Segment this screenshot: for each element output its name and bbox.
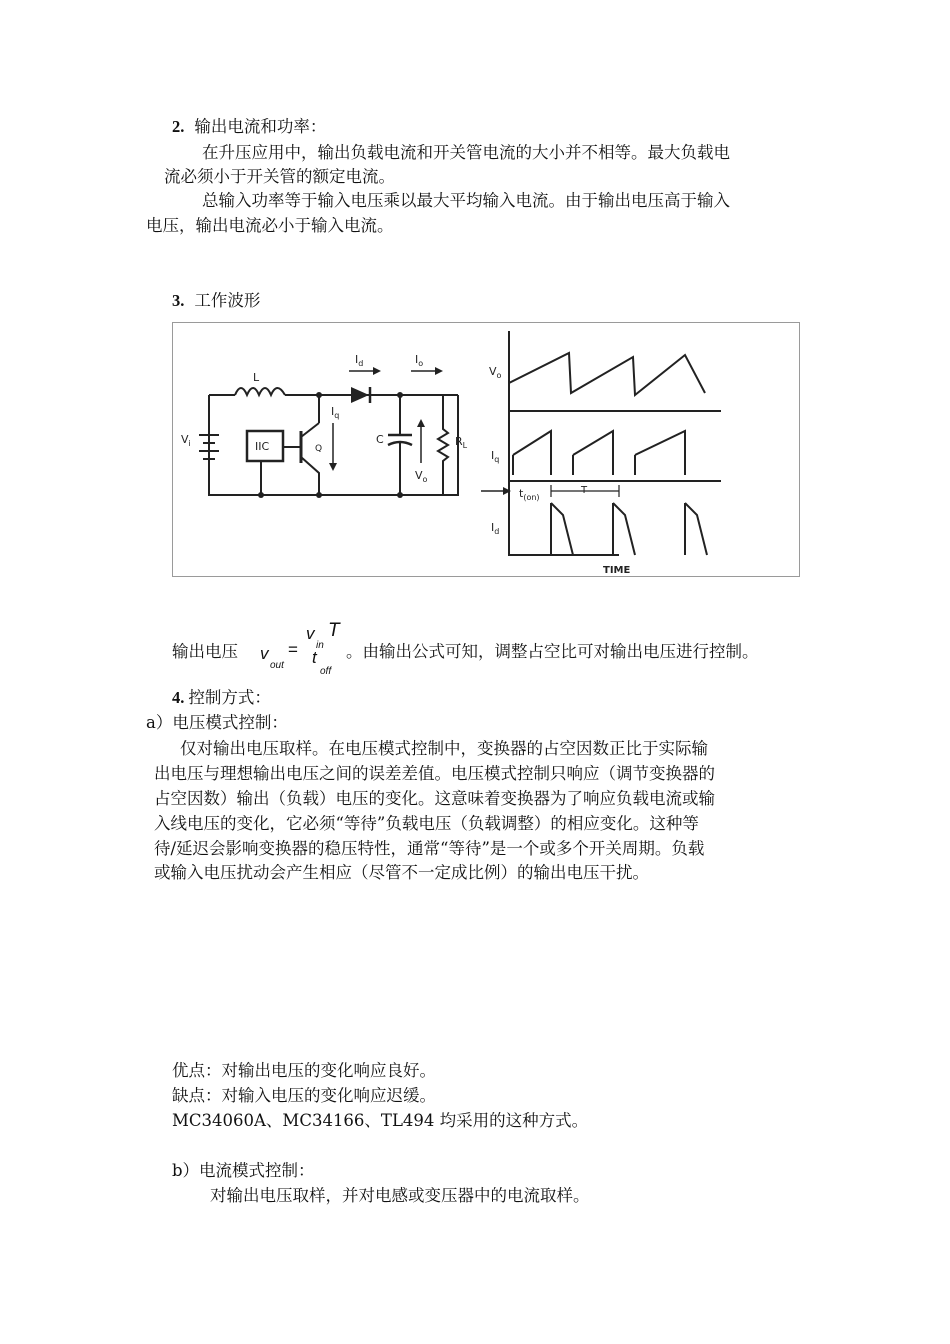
time-axis-label: TIME [603,565,631,576]
node-dot [397,392,403,398]
resistor-symbol [438,395,448,495]
section-title: 控制方式： [188,688,271,707]
formula-lhs-v: v [260,644,269,663]
wave-label-period: T [581,485,588,496]
subsection-a-heading: a）电压模式控制： [146,713,288,732]
paragraph-line: 总输入功率等于输入电压乘以最大平均输入电流。由于输出电压高于输入 [202,191,730,210]
formula-suffix: 。由输出公式可知，调整占空比可对输出电压进行控制。 [346,642,759,661]
inductor-symbol [235,388,285,395]
pros-line: 优点：对输出电压的变化响应良好。 [172,1061,436,1080]
wave-label-ton: $t_{(on)}$ [519,487,540,502]
id-waveform [551,503,707,555]
formula-num-sub: in [316,640,324,651]
label-q: Q [315,444,323,454]
cons-line: 缺点：对输入电压的变化响应迟缓。 [172,1086,436,1105]
arrowhead [435,367,443,375]
wave-label-id: $I_d$ [491,521,500,536]
formula-lhs-sub: out [270,660,284,671]
section-title: 输出电流和功率： [194,117,327,136]
section-number: 2. [172,117,185,136]
figure-drawing [173,323,801,578]
transistor-emitter [301,457,319,495]
paragraph-line: 占空因数）输出（负载）电压的变化。这意味着变换器为了响应负载电流或输 [154,789,715,808]
boost-converter-figure [172,322,800,577]
label-vo: $V_o$ [415,469,428,484]
formula-den-t: t [312,648,317,667]
formula-num-v: v [306,624,315,643]
node-dot [316,492,322,498]
section-title: 工作波形 [194,291,261,310]
formula-equals: = [288,640,298,659]
paragraph-line: 或输入电压扰动会产生相应（尽管不一定成比例）的输出电压干扰。 [154,863,649,882]
section-2-heading [172,116,326,138]
arrowhead [417,419,425,427]
node-dot [316,392,322,398]
label-inductor: L [253,371,260,384]
formula-num-T: T [328,620,340,641]
transistor-collector [301,423,319,437]
iq-waveform [513,431,685,475]
vo-waveform [509,353,705,395]
paragraph-line: 待/延迟会影响变换器的稳压特性，通常“等待”是一个或多个开关周期。负载 [154,839,705,858]
section-4-heading [172,687,271,709]
paragraph-line: 入线电压的变化，它必须“等待”负载电压（负载调整）的相应变化。这种等 [154,814,699,833]
subsection-b-heading: b）电流模式控制： [172,1161,315,1180]
paragraph-line: 出电压与理想输出电压之间的误差差值。电压模式控制只响应（调节变换器的 [154,764,715,783]
label-rl: $R_L$ [455,435,468,450]
formula-prefix: 输出电压 [172,642,238,661]
label-iq: $I_q$ [331,405,340,420]
arrowhead [329,463,337,471]
section-3-heading [172,290,260,312]
wave-label-vo: $V_o$ [489,365,502,380]
label-iic: IIC [255,440,270,453]
label-io: $I_o$ [415,353,424,368]
section-number: 3. [172,291,185,310]
formula-den-sub: off [320,666,332,677]
devices-line: MC34060A、MC34166、TL494 均采用的这种方式。 [172,1111,589,1130]
paragraph-line: 仅对输出电压取样。在电压模式控制中，变换器的占空因数正比于实际输 [180,739,708,758]
node-dot [397,492,403,498]
label-c: C [376,433,384,446]
node-dot [258,492,264,498]
paragraph-line: 在升压应用中，输出负载电流和开关管电流的大小并不相等。最大负载电 [202,143,730,162]
label-id: $I_d$ [355,353,364,368]
arrowhead [373,367,381,375]
diode-symbol [351,387,369,403]
paragraph-line: 电压，输出电流必小于输入电流。 [146,216,394,235]
wave-label-iq: $I_q$ [491,449,500,464]
paragraph-line: 对输出电压取样，并对电感或变压器中的电流取样。 [210,1186,590,1205]
section-number: 4. [172,688,185,707]
label-vi: $V_i$ [181,433,191,448]
paragraph-line: 流必须小于开关管的额定电流。 [164,167,395,186]
